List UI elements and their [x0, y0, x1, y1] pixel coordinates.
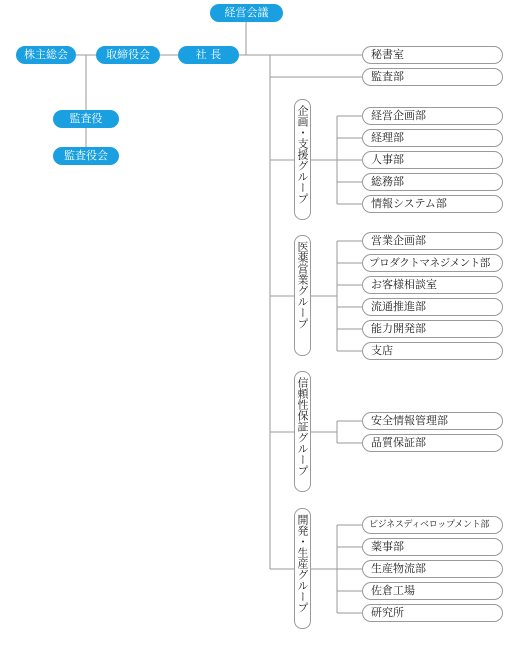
audit-department-box: 監査部: [362, 68, 503, 86]
department-box: 流通推進部: [362, 298, 503, 316]
department-box: プロダクトマネジメント部: [362, 254, 503, 272]
group-development-production: 開発・生産グループ: [294, 508, 311, 629]
department-box: 経理部: [362, 129, 503, 147]
department-box: 経営企画部: [362, 107, 503, 125]
group-planning-support: 企画・支援グループ: [294, 99, 311, 220]
board-of-directors-box: 取締役会: [96, 46, 160, 64]
management-meeting-box: 経営会議: [210, 4, 283, 22]
department-box: ビジネスディベロップメント部: [362, 516, 503, 534]
department-box: お客様相談室: [362, 276, 503, 294]
auditor-box: 監査役: [53, 110, 119, 128]
department-box: 研究所: [362, 604, 503, 622]
department-box: 支店: [362, 342, 503, 360]
department-box: 薬事部: [362, 538, 503, 556]
department-box: 総務部: [362, 173, 503, 191]
shareholders-meeting-box: 株主総会: [16, 46, 76, 64]
department-box: 佐倉工場: [362, 582, 503, 600]
audit-board-box: 監査役会: [53, 147, 119, 165]
department-box: 人事部: [362, 151, 503, 169]
department-box: 営業企画部: [362, 232, 503, 250]
department-box: 品質保証部: [362, 434, 503, 452]
group-pharma-sales: 医薬営業グループ: [294, 235, 311, 356]
department-box: 情報システム部: [362, 195, 503, 213]
department-box: 生産物流部: [362, 560, 503, 578]
secretariat-box: 秘書室: [362, 46, 503, 64]
department-box: 安全情報管理部: [362, 412, 503, 430]
department-box: 能力開発部: [362, 320, 503, 338]
president-box: 社 長: [178, 46, 239, 64]
group-reliability-assurance: 信頼性保証グループ: [294, 371, 311, 492]
